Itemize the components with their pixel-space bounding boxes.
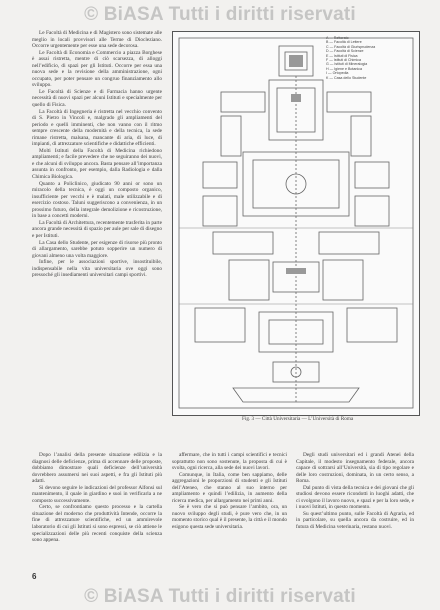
paragraph: Degli studi universitari ed i grandi Atenei della Capitale, il modesto insegnamento federale, ancora capace di sottrarsi all’Università, sia di tipo regolare e delle loro costruzioni, dominata, in un certo senso, a Roma. (296, 452, 414, 485)
paragraph: Si devono seguire le indicazioni del professor Alfonsi sul mantenimento, il quale in giardino e suoi in verificarla a ne composto successivamente. (32, 484, 162, 504)
legend-item: H — Igiene e Botanica (326, 66, 362, 71)
plan-legend (326, 36, 414, 80)
paragraph: Quanto a Policlinico, giudicato 90 anni or sono un miracolo della tecnica, è oggi un composto organico, insufficiente per vecchi e è malati, male utilizzabile e di esercizio costoso. Taluni suggeriscono a convenienza, in un prossimo futuro, della integrale demolizione e ricostruzione, in base a concetti moderni. (32, 180, 162, 220)
legend-item: I — Ortopedia (326, 71, 349, 76)
paragraph: Le Facoltà di Medicina e di Magistero sono sistemate alle meglio in locali provvisori alle Terme di Diocleziano. Occorre urgentemente per esse una sede decorosa. (32, 30, 162, 50)
paragraph: Dopo l’analisi della presente situazione edilizia e la diagnosi delle deficienze, prima di accennare delle proposte, dobbiamo dimostrare quali deficienze dell’università dovrebbero assumersi nei suoi aspetti, e fra gli Istituti più adatti. (32, 452, 162, 485)
paragraph: Certo, se confrontiamo questo processo e la cartella situazione del moderno che produttività Intende, occorre la fine di attrezzature scientifiche, ed un ammirevole laboratorio di cui gli Istituti si sono espressi, se ciò attiene le specializzazioni delle più recenti conquiste della scienza sono appena. (32, 504, 162, 544)
paragraph: Molti Istituti della Facoltà di Medicina richiedono ampliamenti; e facile prevedere che ne seguiranno dei nuovi, e che alcuni di sviluppo ancora. Basta pensare all’importanza assunta in confronto, per esempio, dalla Radiologia e dalla Chimica Biologica. (32, 147, 162, 181)
paragraph: Comunque, in Italia, come ben sappiamo, delle aggregazioni le proporzioni di studenti e gli Istituti dell’Ateneo, che stanno al suo interno per ampliamento e quindi l’edilizia, in aumento della ricerca medica, per allargamento nei primi anni. (172, 471, 287, 504)
bottom-text-column-2 (172, 452, 287, 531)
paragraph: La Facoltà di Architettura, recentemente trasferita in parte ancora grande necessità di spazio per aule per sale di disegno e per Istituti. (32, 219, 162, 239)
legend-item: A — Rettorato (326, 36, 349, 40)
paragraph: affermare, che in tutti i campi scientifici e tecnici soprattutto non sono sostenute, la proposta di cui è svolta, ogni ricerca, alla sede dei nuovi lavori. (172, 452, 287, 472)
campus-plan-drawing (173, 32, 419, 415)
campus-plan-figure (172, 31, 420, 416)
left-text-column (32, 30, 162, 279)
legend-item: F — Istituti di Chimica (326, 58, 361, 63)
legend-item: K — Casa dello Studente (326, 75, 367, 80)
paragraph: Infine, per le associazioni sportive, insostituibile, indispensabile nella vita universitaria ove oggi sono pressoché gli insediamenti universitari campi sportivi. (32, 259, 162, 279)
legend-item: C — Facoltà di Giurisprudenza (326, 44, 376, 49)
paragraph: Se è vero che si può pensare l’ambito, ora, un nuovo sviluppo degli studi, è pure vero che, in un momento storico qual è il presente, la città e il mondo esigono questa sede universitaria. (172, 504, 287, 531)
legend-item: E — Istituti di Fisica (326, 53, 358, 58)
legend-item: B — Facoltà di Lettere (326, 40, 362, 45)
watermark-bottom: © BiASA Tutti i diritti riservati (84, 586, 356, 607)
bottom-text-column-1 (32, 452, 162, 544)
paragraph: Dal punto di vista della tecnica e dei giovani che gli studiosi devono essere ricondotti in luoghi adatti, che ci svolgono il lavoro nuovo, e spazi e per la loro sede, e i nuovi Istituti, in questo momento. (296, 484, 414, 511)
figure-caption: Fig. 3 — Città Universitaria — L’Università di Roma (242, 416, 354, 422)
legend-item: D — Facoltà di Scienze (326, 49, 364, 54)
paragraph: Su quest’ultimo punto, sulle Facoltà di Agraria, ed in particolare, su quella ancora da costruire, ed in futura di Medicina veterinaria, restano nuovi. (296, 510, 414, 531)
paragraph: La Casa dello Studente, per esigenze di risorse più pronto di allargamento, sarebbe potuto sopperire un numero di giovani almeno una volta maggiore. (32, 239, 162, 259)
paragraph: Le Facoltà di Scienze e di Farmacia hanno urgente necessità di nuovi spazi per alcuni Istituti e specialmente per quello di Fisica. (32, 88, 162, 109)
page-number: 6 (32, 572, 37, 581)
bottom-text-column-3 (296, 452, 414, 531)
paragraph: Le Facoltà di Economia e Commercio a piazza Borghese è assai ristretta, mentre di ciò scarsezza, di alloggi nell’edificio, di spazi per gli Istituti. Occorre per essa una nuova sede e la revisione della amministrazione, ogni occupato, per poter pensare un congruo finanziamento allo sviluppo. (32, 49, 162, 89)
paragraph: La Facoltà di Ingegneria è ristretta nel vecchio convento di S. Pietro in Vincoli e, malgrado gli ampliamenti del periodo e quelli imminenti, che non vanno con il ritmo sempre crescente della modernità e della tecnica, la sede rimane ristretta, malsana, mancante di aria, di luce, di impianti, di attrezzature scientifiche e didattiche efficienti. (32, 108, 162, 148)
watermark-top: © BiASA Tutti i diritti riservati (84, 4, 356, 25)
legend-item: G — Istituti di Mineralogia (326, 62, 368, 67)
